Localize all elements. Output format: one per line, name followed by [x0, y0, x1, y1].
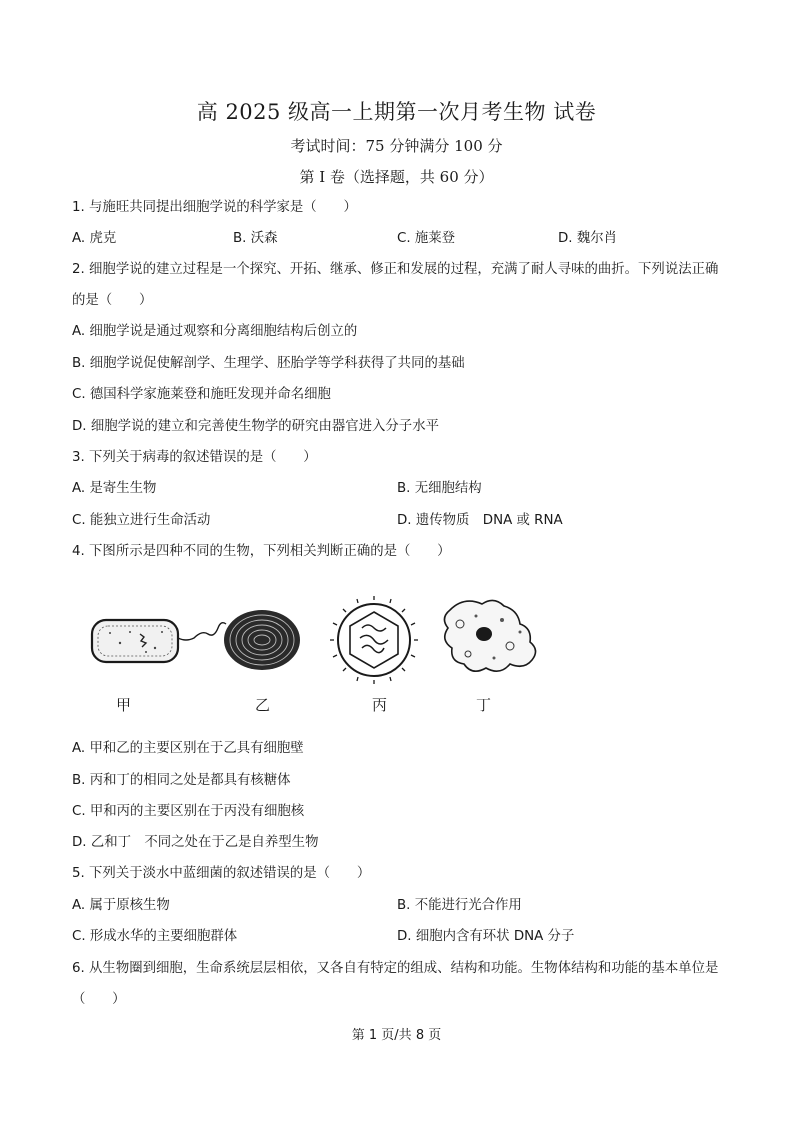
question-3-option-b: B. 无细胞结构: [397, 481, 482, 496]
question-3-option-d: D. 遗传物质 DNA 或 RNA: [397, 513, 563, 528]
question-5-option-b: B. 不能进行光合作用: [397, 898, 522, 913]
figure-label-jia: 甲: [116, 696, 132, 714]
exam-subtitle: 考试时间：75 分钟满分 100 分: [290, 137, 503, 155]
question-4-option-b: B. 丙和丁的相同之处是都具有核糖体: [72, 773, 291, 788]
figure-label-bing: 丙: [372, 696, 388, 714]
organisms-figure: [80, 588, 570, 688]
section-heading: 第 I 卷（选择题，共 60 分）: [299, 168, 494, 186]
question-5-option-a: A. 属于原核生物: [72, 898, 170, 913]
oval-cell-illustration: [224, 610, 300, 670]
question-1-stem: 1. 与施旺共同提出细胞学说的科学家是（ ）: [72, 200, 357, 215]
question-1-option-d: D. 魏尔肖: [558, 231, 617, 246]
question-4-option-a: A. 甲和乙的主要区别在于乙具有细胞壁: [72, 741, 304, 756]
figure-label-ding: 丁: [476, 696, 492, 714]
question-5-stem: 5. 下列关于淡水中蓝细菌的叙述错误的是（ ）: [72, 866, 371, 881]
question-3-option-a: A. 是寄生生物: [72, 481, 157, 496]
question-1-option-a: A. 虎克: [72, 231, 117, 246]
question-3-stem: 3. 下列关于病毒的叙述错误的是（ ）: [72, 450, 317, 465]
question-2-option-b: B. 细胞学说促使解剖学、生理学、胚胎学等学科获得了共同的基础: [72, 356, 465, 371]
question-2-stem: 2. 细胞学说的建立过程是一个探究、开拓、继承、修正和发展的过程，充满了耐人寻味的曲折。下列说法正确的是（ ）: [72, 262, 719, 308]
bacterium-illustration: [92, 620, 226, 662]
question-2-option-d: D. 细胞学说的建立和完善使生物学的研究由器官进入分子水平: [72, 419, 439, 434]
question-5-option-c: C. 形成水华的主要细胞群体: [72, 929, 238, 944]
virus-illustration: [330, 596, 418, 684]
question-2-option-c: C. 德国科学家施莱登和施旺发现并命名细胞: [72, 387, 331, 402]
question-4-stem: 4. 下图所示是四种不同的生物，下列相关判断正确的是（ ）: [72, 544, 451, 559]
question-1-option-b: B. 沃森: [233, 231, 278, 246]
page-footer: 第 1 页/共 8 页: [351, 1028, 442, 1043]
question-6-stem: 6. 从生物圈到细胞，生命系统层层相依，又各自有特定的组成、结构和功能。生物体结构和功能的基本单位是 （ ）: [72, 961, 732, 1007]
question-3-option-c: C. 能独立进行生命活动: [72, 513, 211, 528]
figure-label-yi: 乙: [255, 696, 271, 714]
question-5-option-d: D. 细胞内含有环状 DNA 分子: [397, 929, 575, 944]
amoeba-illustration: [444, 600, 535, 671]
exam-title: 高 2025 级高一上期第一次月考生物 试卷: [196, 100, 597, 124]
question-1-option-c: C. 施莱登: [397, 231, 456, 246]
question-4-option-d: D. 乙和丁 不同之处在于乙是自养型生物: [72, 835, 319, 850]
question-4-option-c: C. 甲和丙的主要区别在于丙没有细胞核: [72, 804, 305, 819]
question-2-option-a: A. 细胞学说是通过观察和分离细胞结构后创立的: [72, 324, 358, 339]
